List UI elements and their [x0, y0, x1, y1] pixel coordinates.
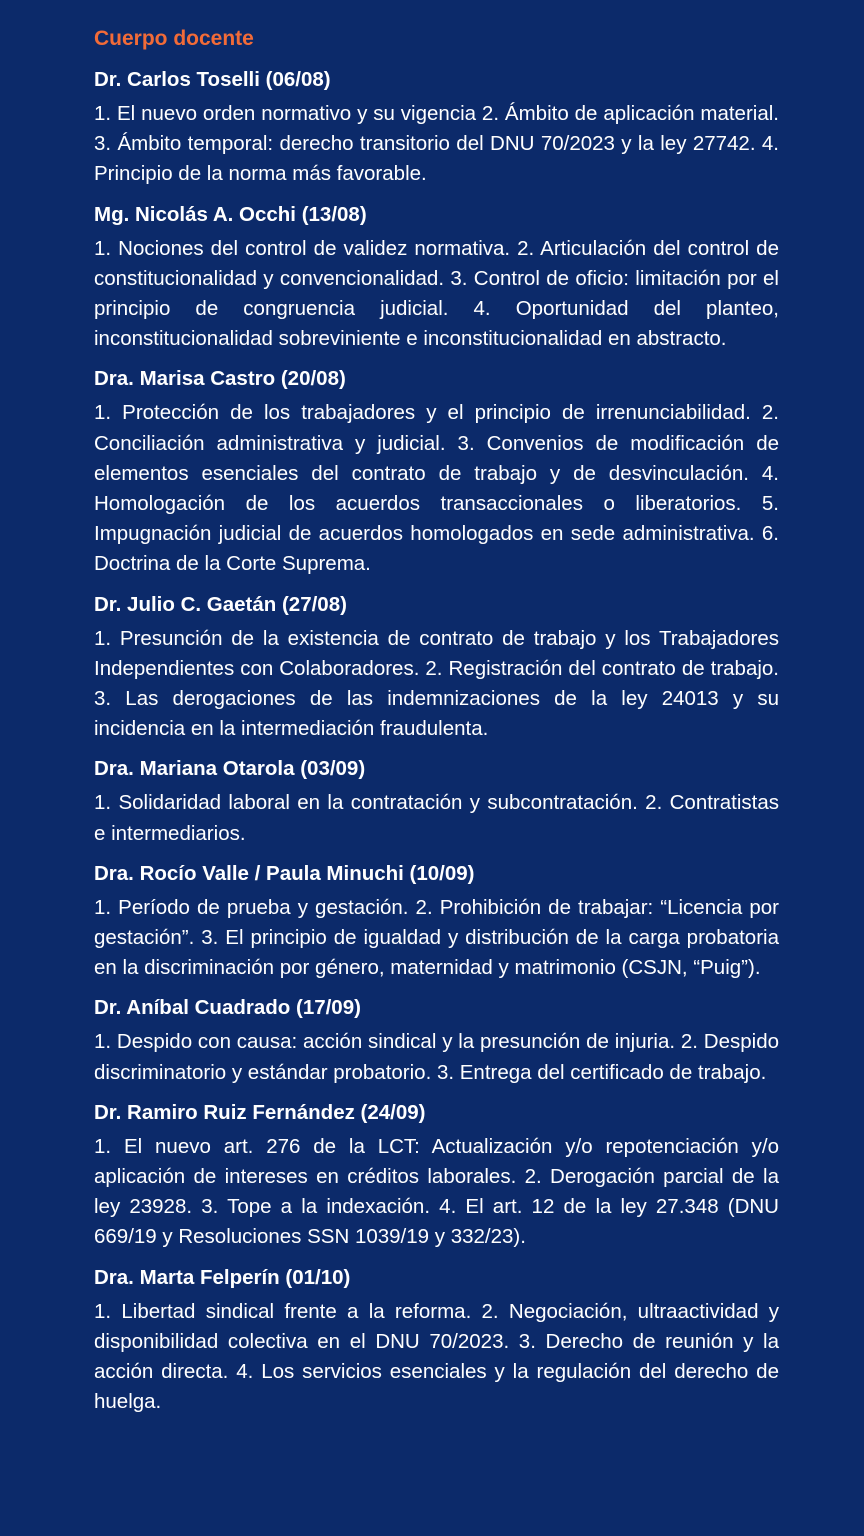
faculty-topics: 1. El nuevo art. 276 de la LCT: Actualización y/o repotenciación y/o aplicación de intereses en créditos laborales. 2. Derogación parcial de la ley 23928. 3. Tope a la indexación. 4. El art. 12 de la ley 27.348 (DNU 669/19 y Resoluciones SSN 1039/19 y 332/23). — [94, 1134, 779, 1249]
faculty-topics: 1. El nuevo orden normativo y su vigencia 2. Ámbito de aplicación material. 3. Ámbito temporal: derecho transitorio del DNU 70/2023 y la ley 27742. 4. Principio de la norma más favorable. — [94, 102, 779, 186]
faculty-entry-otarola — [94, 757, 779, 848]
faculty-entry-cuadrado — [94, 996, 779, 1087]
faculty-name: Dr. Aníbal Cuadrado (17/09) — [94, 996, 361, 1020]
faculty-topics: 1. Libertad sindical frente a la reforma. 2. Negociación, ultraactividad y disponibilidad colectiva en el DNU 70/2023. 3. Derecho de reunión y la acción directa. 4. Los servicios esenciales y la regulación del derecho de huelga. — [94, 1299, 779, 1414]
faculty-name: Dra. Mariana Otarola (03/09) — [94, 757, 366, 781]
faculty-entry-valle-minuchi — [94, 862, 779, 984]
faculty-name: Dra. Marisa Castro (20/08) — [94, 367, 346, 391]
faculty-entry-castro — [94, 367, 779, 579]
faculty-name: Dr. Carlos Toselli (06/08) — [94, 68, 331, 91]
faculty-name: Dra. Marta Felperín (01/10) — [94, 1265, 351, 1289]
faculty-name: Dr. Ramiro Ruiz Fernández (24/09) — [94, 1100, 426, 1124]
faculty-topics: 1. Período de prueba y gestación. 2. Prohibición de trabajar: “Licencia por gestación”. 3. El principio de igualdad y distribución de la carga probatoria en la discriminación por género, maternidad y matrimonio (CSJN, “Puig”). — [94, 895, 779, 980]
faculty-topics: 1. Presunción de la existencia de contrato de trabajo y los Trabajadores Independientes con Colaboradores. 2. Registración del contrato de trabajo. 3. Las derogaciones de las indemnizaciones de la ley 24013 y su incidencia en la intermediación fraudulenta. — [94, 626, 779, 741]
faculty-entry-ruiz-fernandez — [94, 1101, 779, 1253]
faculty-entry-gaetan — [94, 593, 779, 745]
faculty-topics: 1. Protección de los trabajadores y el principio de irrenunciabilidad. 2. Conciliación administrativa y judicial. 3. Convenios de modificación de elementos esenciales del contrato de trabajo y de desvinculación. 4. Homologación de los acuerdos transaccionales o liberatorios. 5. Impugnación judicial de acuerdos homologados en sede administrativa. 6. Doctrina de la Corte Suprema. — [94, 401, 779, 576]
faculty-topics: 1. Solidaridad laboral en la contratación y subcontratación. 2. Contratistas e intermediarios. — [94, 791, 779, 845]
faculty-entry-occhi — [94, 203, 779, 355]
faculty-entry-felperin — [94, 1266, 779, 1418]
faculty-name: Dr. Julio C. Gaetán (27/08) — [94, 592, 347, 616]
faculty-name: Dra. Rocío Valle / Paula Minuchi (10/09) — [94, 861, 475, 885]
section-title: Cuerpo docente — [94, 27, 254, 50]
faculty-topics: 1. Despido con causa: acción sindical y la presunción de injuria. 2. Despido discriminatorio y estándar probatorio. 3. Entrega del certificado de trabajo. — [94, 1030, 779, 1084]
faculty-topics: 1. Nociones del control de validez normativa. 2. Articulación del control de constitucionalidad y convencionalidad. 3. Control de oficio: limitación por el principio de congruencia judicial. 4. Oportunidad del planteo, inconstitucionalidad sobreviniente e inconstitucionalidad en abstracto. — [94, 236, 779, 351]
faculty-name: Mg. Nicolás A. Occhi (13/08) — [94, 202, 367, 226]
faculty-entry-toselli — [94, 68, 779, 190]
